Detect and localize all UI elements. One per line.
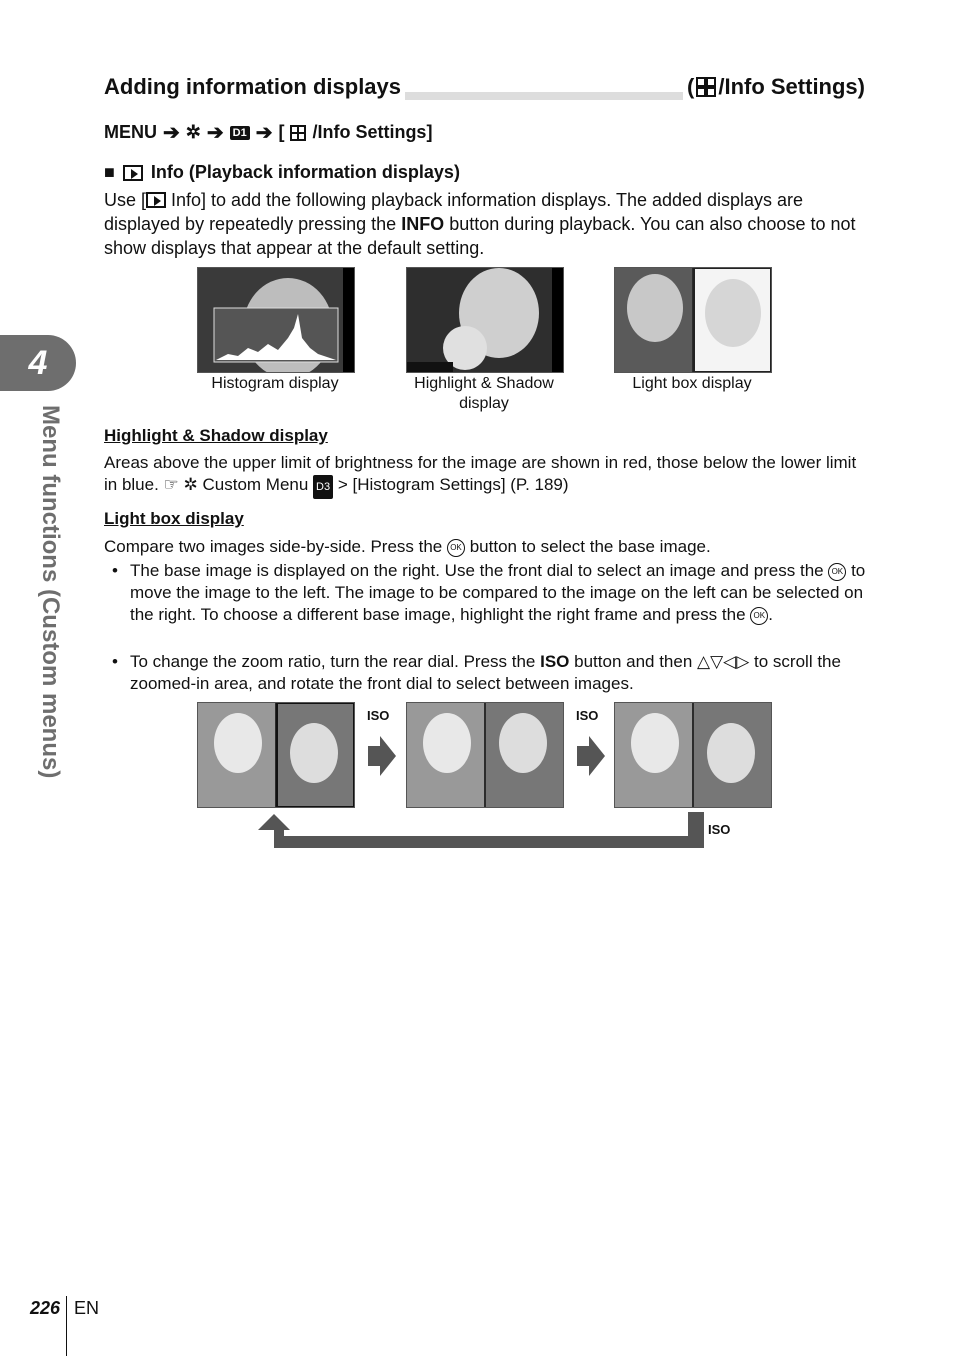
d1-tab-icon: D1 [230,126,250,140]
d3-tab-icon: D3 [313,475,333,499]
histogram-image [198,268,354,372]
lightbox-step-1 [197,702,355,808]
ok-button-icon: OK [447,539,465,557]
info-grid-icon [696,77,716,97]
highlight-shadow-thumbnail [406,267,564,373]
highlight-shadow-image [407,268,563,372]
title-paren: ( [687,74,695,99]
info-grid-icon [290,125,306,141]
lightbox-step-2 [406,702,564,808]
lightbox-step-image [615,703,771,807]
lightbox-text: Compare two images side-by-side. Press the OK button to select the base image. [104,537,711,556]
playback-icon [146,192,166,208]
flow-arrow-right-icon [368,736,396,776]
highlight-shadow-heading: Highlight & Shadow display [104,426,328,445]
page-language: EN [74,1298,100,1318]
custom-menu-gear-icon: ✲ [185,122,201,142]
arrow-right-icon: ➔ [206,122,224,144]
thumbnail-caption: Histogram display [211,375,339,392]
ok-button-icon: OK [750,607,768,625]
playback-icon [123,165,143,181]
side-chapter-title: Menu functions (Custom menus) [37,405,64,779]
menu-bracket-open: [ [278,122,285,142]
iso-label: ISO [576,708,599,723]
menu-word: MENU [104,122,157,142]
lightbox-step-image [407,703,563,807]
lightbox-bullet-2: • To change the zoom ratio, turn the rear dial. Press the ISO button and then △▽◁▷ to scroll the zoomed-in area, and rotate the front dial to select between images. [112,651,875,695]
square-bullet-icon: ■ [104,162,115,182]
flow-arrow-right-icon [577,736,605,776]
title-info-settings: /Info Settings) [718,74,865,99]
page-number: 226 [30,1298,61,1318]
lightbox-bullet-1: • The base image is displayed on the right. Use the front dial to select an image and press the OK to move the image to the left. The image to be compared to the image on the left can be selected on the right. To choose a different base image, highlight the right frame and press the OK . [112,560,875,626]
custom-menu-gear-icon: ✲ [183,475,198,494]
arrow-right-icon: ➔ [255,122,273,144]
page-title-right [683,74,865,100]
lightbox-heading: Light box display [104,509,244,528]
menu-path [104,120,432,145]
ok-button-icon: OK [828,563,846,581]
menu-info-settings: /Info Settings] [312,122,433,142]
lightbox-step-image [198,703,354,807]
arrow-right-icon: ➔ [163,122,180,144]
histogram-thumbnail [197,267,355,373]
lightbox-image [615,268,771,372]
highlight-shadow-text: Areas above the upper limit of brightness for the image are shown in red, those below the lower limit in blue. ☞ ✲ Custom Menu D3 > [Histogram Settings] (P. 189) [104,452,864,499]
lightbox-step-3 [614,702,772,808]
section-heading-text: Info (Playback information displays) [150,162,460,182]
intro-paragraph: Use [ Info] to add the following playback information displays. The added displays are displayed by repeatedly pressing the INFO button during playback. You can also choose to not show displays that appear at the default setting. [104,190,856,258]
reference-hand-icon: ☞ [163,475,179,494]
thumbnail-caption: Light box display [632,375,752,392]
iso-label: ISO [708,822,731,837]
lightbox-thumbnail [614,267,772,373]
page-title: Adding information displays [104,74,405,100]
footer-divider [66,1296,67,1356]
thumbnail-caption: Highlight & Shadow display [414,375,554,412]
chapter-number-tab: 4 [0,335,76,391]
section-heading [104,162,460,183]
flow-return-arrow-icon [258,812,704,850]
arrow-keys-icon: △▽◁▷ [697,652,750,671]
iso-label: ISO [367,708,390,723]
